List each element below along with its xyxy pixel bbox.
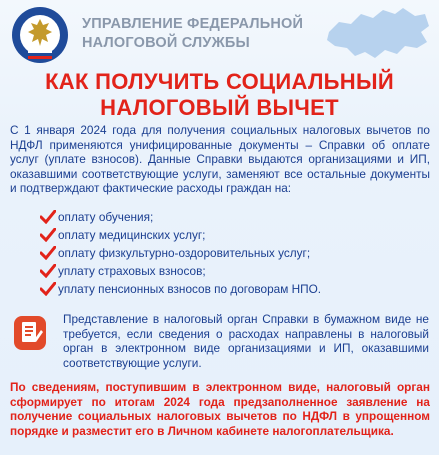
- list-item: [40, 226, 430, 244]
- intro-paragraph: С 1 января 2024 года для получения социальных налоговых вычетов по НДФЛ применяются унифицированные документы – Справки об оплате услуг (уплате взносов). Данные Справки выдаются организациями и ИП, оказавшими соответствующие услуги, заменяют все остальные документы и подтверждают фактические расходы граждан на:: [10, 123, 430, 195]
- checkmark-icon: [40, 282, 56, 296]
- page-title: [0, 69, 439, 121]
- list-item-label: оплату обучения;: [58, 210, 154, 224]
- region-map-icon: [321, 2, 433, 64]
- checkmark-icon: [40, 228, 56, 242]
- checkmark-icon: [40, 210, 56, 224]
- list-item-label: уплату пенсионных взносов по договорам НПО.: [58, 282, 322, 296]
- list-item: [40, 262, 430, 280]
- title-line-1: КАК ПОЛУЧИТЬ СОЦИАЛЬНЫЙ: [45, 69, 394, 94]
- title-line-2: НАЛОГОВЫЙ ВЫЧЕТ: [100, 95, 339, 120]
- list-item: [40, 208, 430, 226]
- list-item-label: уплату страховых взносов;: [58, 264, 206, 278]
- note-text: Представление в налоговый орган Справки в бумажном виде не требуется, если сведения о расходах направлены в налоговый орган в электронном виде организациями и ИП, оказавшими соответствующие услуги.: [63, 312, 429, 370]
- checkmark-icon: [40, 246, 56, 260]
- final-paragraph: По сведениям, поступившим в электронном виде, налоговый орган сформирует по итогам 2024 года предзаполненное заявление на получение социальных налоговых вычетов по НДФЛ в упрощенном порядке и разместит его в Личном кабинете налогоплательщика.: [10, 380, 430, 438]
- list-item-label: оплату физкультурно-оздоровительных услуг;: [58, 246, 311, 260]
- org-name: УПРАВЛЕНИЕ ФЕДЕРАЛЬНОЙ НАЛОГОВОЙ СЛУЖБЫ: [82, 16, 304, 51]
- list-item: [40, 280, 430, 298]
- list-item: [40, 244, 430, 262]
- list-item-label: оплату медицинских услуг;: [58, 228, 206, 242]
- checkmark-icon: [40, 264, 56, 278]
- note-box: [8, 302, 431, 372]
- expense-list: [40, 208, 430, 298]
- header: [0, 0, 439, 64]
- document-icon: [14, 316, 46, 350]
- fns-emblem-icon: [10, 5, 70, 65]
